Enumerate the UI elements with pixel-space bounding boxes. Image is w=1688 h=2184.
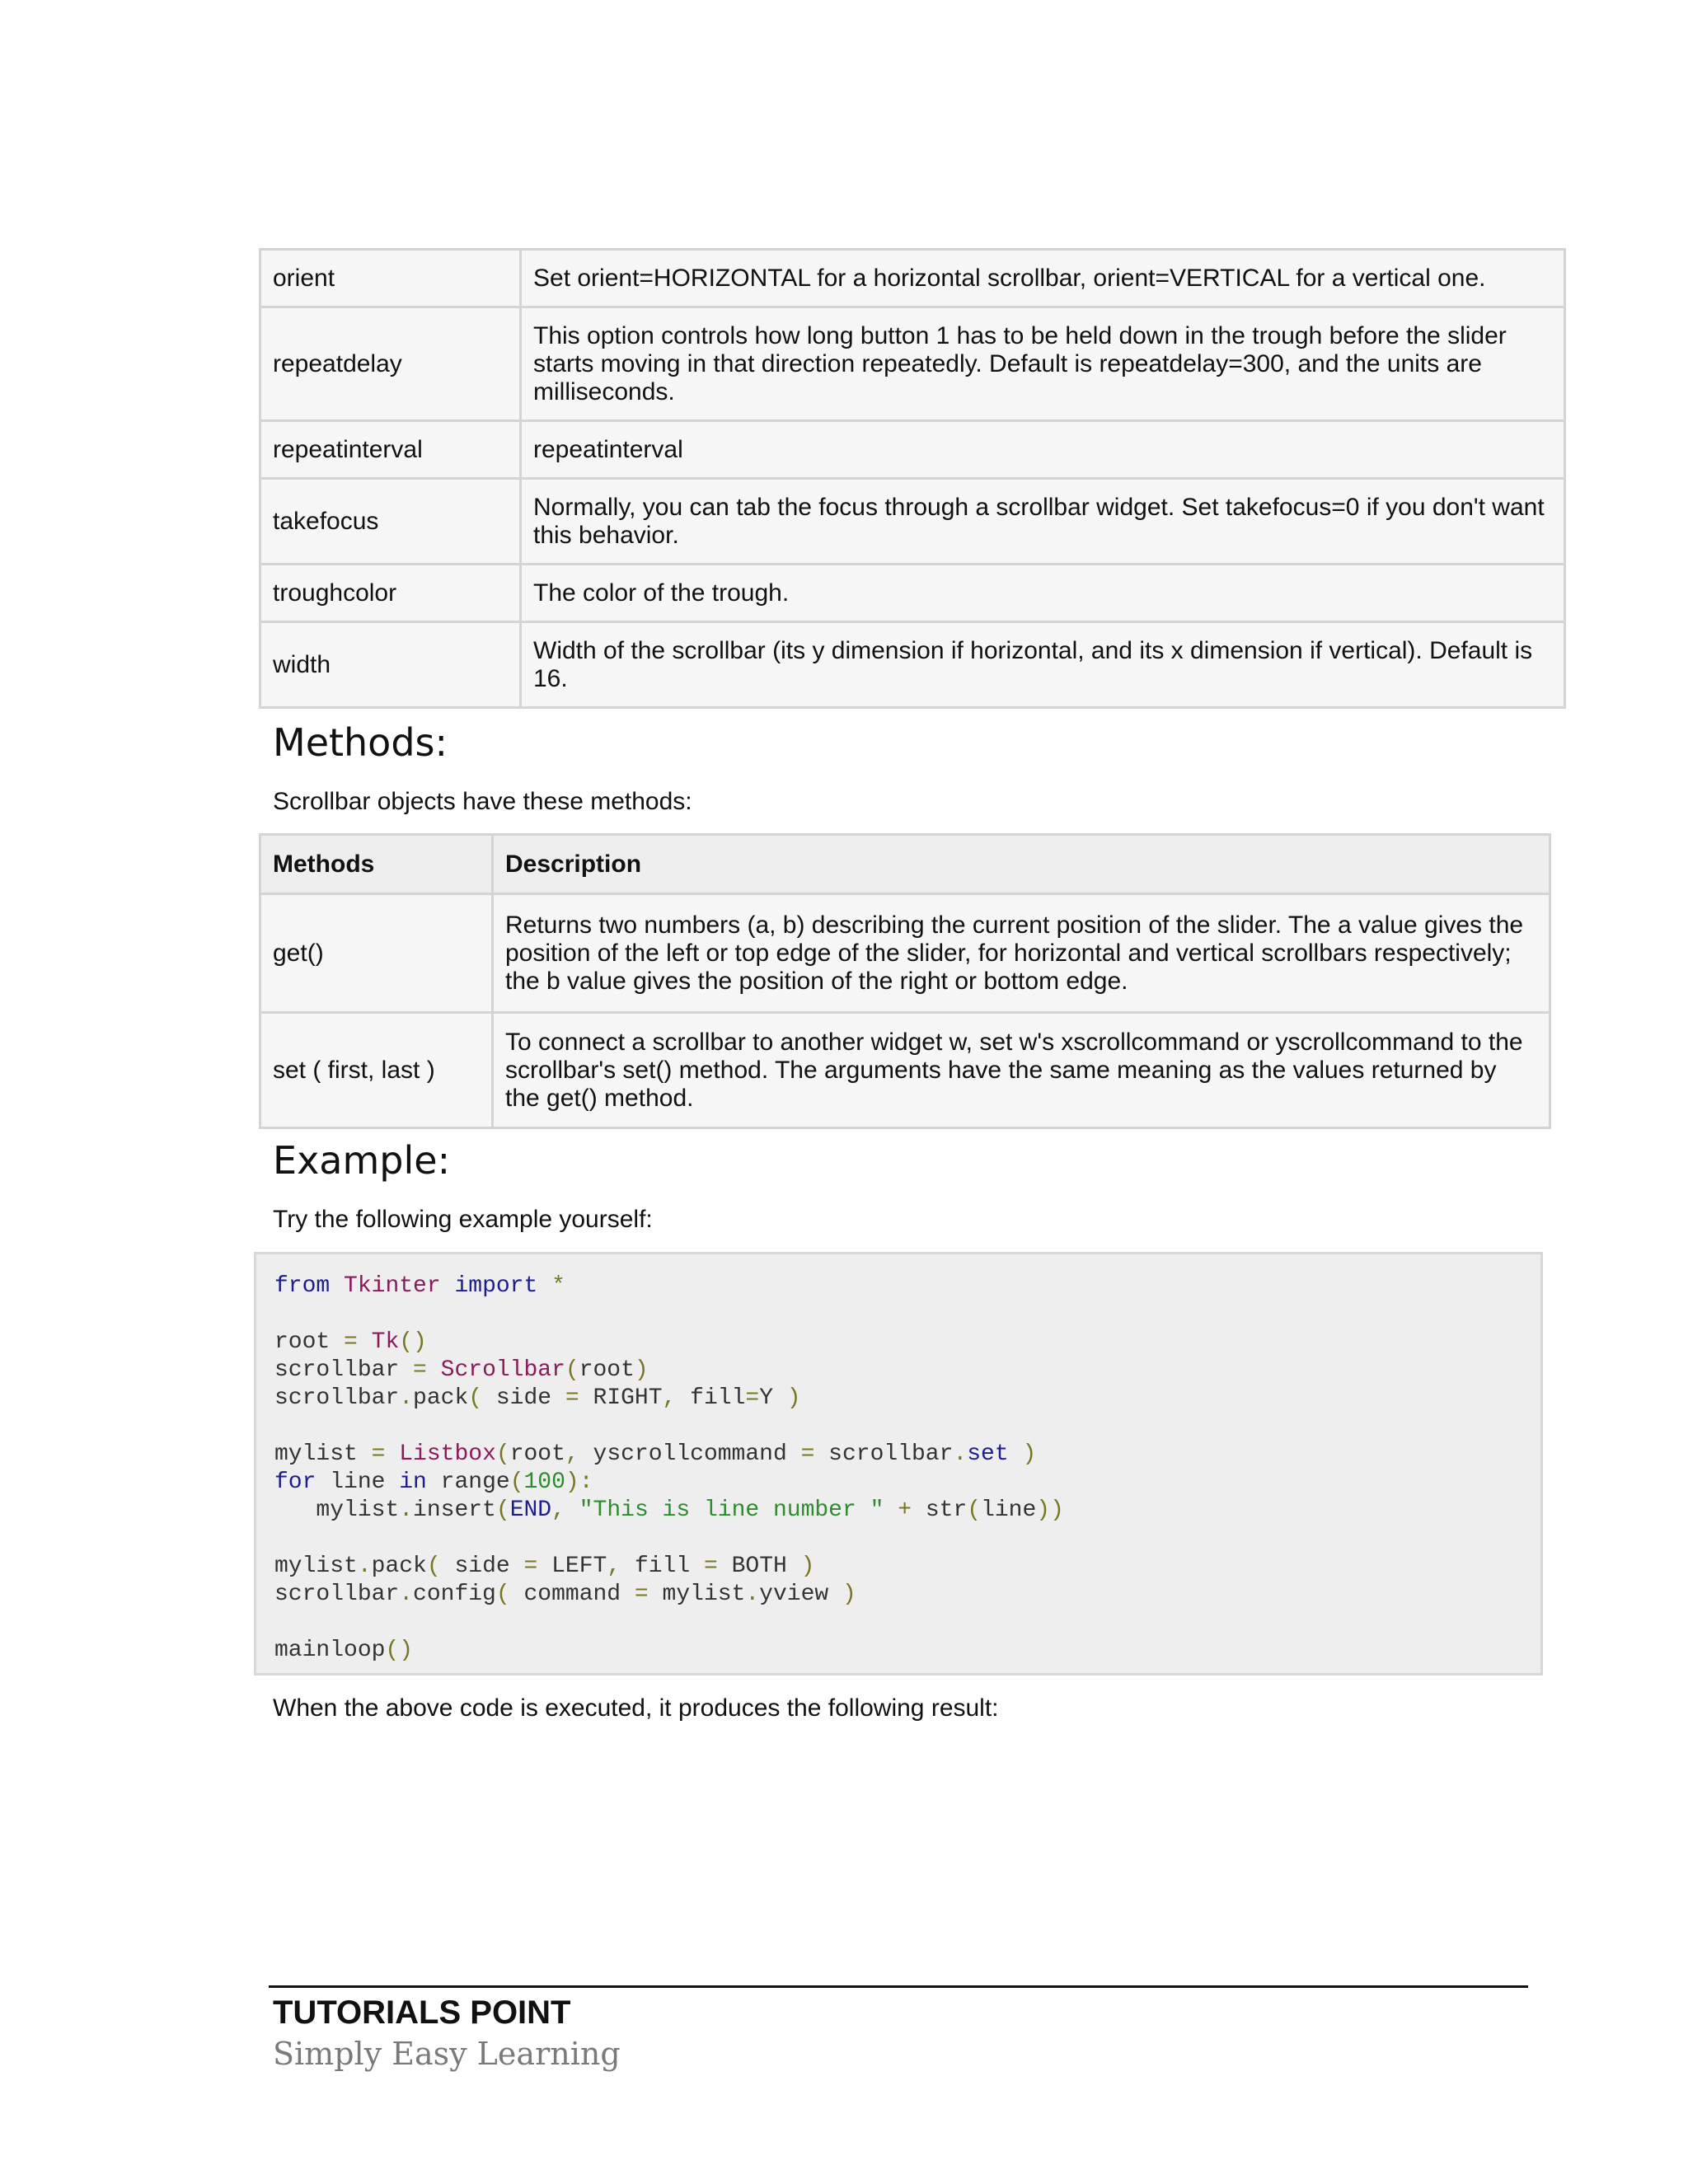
code-token: ): bbox=[565, 1469, 593, 1495]
code-line bbox=[274, 1609, 1522, 1637]
column-header-description: Description bbox=[493, 835, 1550, 894]
code-line bbox=[274, 1357, 1522, 1385]
code-token: for bbox=[274, 1469, 316, 1495]
code-token: mylist bbox=[274, 1441, 372, 1467]
code-token: config bbox=[413, 1582, 496, 1607]
code-token: END bbox=[509, 1497, 552, 1523]
code-token: 100 bbox=[523, 1469, 565, 1495]
code-token: insert bbox=[413, 1497, 496, 1523]
code-token: ( bbox=[468, 1385, 483, 1411]
code-token bbox=[884, 1497, 898, 1523]
code-line bbox=[274, 1581, 1522, 1609]
code-token: ) bbox=[842, 1582, 856, 1607]
code-token: side bbox=[482, 1385, 565, 1411]
code-token: Scrollbar bbox=[440, 1357, 565, 1383]
code-token: scrollbar bbox=[274, 1357, 414, 1383]
methods-heading: Methods: bbox=[273, 720, 448, 765]
code-token: Listbox bbox=[399, 1441, 496, 1467]
code-token bbox=[1009, 1441, 1023, 1467]
code-line bbox=[274, 1329, 1522, 1357]
code-token: ( bbox=[565, 1357, 579, 1383]
code-token: "This is line number " bbox=[579, 1497, 884, 1523]
methods-table bbox=[259, 833, 1551, 1129]
code-line bbox=[274, 1553, 1522, 1581]
code-token: from bbox=[274, 1273, 331, 1299]
code-token: = bbox=[413, 1357, 427, 1383]
code-token bbox=[537, 1273, 551, 1299]
option-name: width bbox=[260, 622, 521, 708]
code-token: ( bbox=[495, 1441, 510, 1467]
code-token: Tkinter bbox=[344, 1273, 441, 1299]
code-token: range bbox=[426, 1469, 510, 1495]
code-token: command bbox=[509, 1582, 635, 1607]
method-name: set ( first, last ) bbox=[260, 1013, 493, 1128]
code-token: in bbox=[399, 1469, 427, 1495]
code-token: , bbox=[662, 1385, 677, 1411]
method-description: To connect a scrollbar to another widget w, set w's xscrollcommand or yscrollcommand to the scrollbar's set() method. The arguments have the same meaning as the values returned by the get() method. bbox=[493, 1013, 1550, 1128]
code-token: mylist bbox=[274, 1497, 400, 1523]
table-row bbox=[260, 622, 1565, 708]
code-token: ( bbox=[509, 1469, 524, 1495]
option-name: repeatdelay bbox=[260, 307, 521, 421]
code-token: side bbox=[440, 1554, 524, 1579]
code-token: pack bbox=[371, 1554, 427, 1579]
option-description: Width of the scrollbar (its y dimension if horizontal, and its x dimension if vertical). Default is 16. bbox=[521, 622, 1565, 708]
methods-intro: Scrollbar objects have these methods: bbox=[273, 788, 692, 815]
code-token: = bbox=[745, 1385, 760, 1411]
code-token: str bbox=[912, 1497, 968, 1523]
method-description: Returns two numbers (a, b) describing the current position of the slider. The a value gives the position of the left or top edge of the slider, for horizontal and vertical scrollbars respectively; the b value gives the position of the right or bottom edge. bbox=[493, 894, 1550, 1013]
code-token bbox=[565, 1497, 579, 1523]
code-token: = bbox=[565, 1385, 579, 1411]
code-token: scrollbar bbox=[274, 1582, 400, 1607]
footer-brand: TUTORIALS POINT bbox=[273, 1994, 571, 2031]
code-line bbox=[274, 1525, 1522, 1553]
code-token: RIGHT bbox=[579, 1385, 663, 1411]
table-row bbox=[260, 479, 1565, 565]
code-token bbox=[385, 1441, 399, 1467]
option-description: This option controls how long button 1 has to be held down in the trough before the slider starts moving in that direction repeatedly. Default is repeatdelay=300, and the units are milliseconds. bbox=[521, 307, 1565, 421]
code-token: root bbox=[274, 1329, 345, 1355]
code-token: fill bbox=[621, 1554, 704, 1579]
code-token: ( bbox=[495, 1582, 510, 1607]
table-row bbox=[260, 894, 1550, 1013]
code-block bbox=[254, 1252, 1543, 1675]
code-line bbox=[274, 1497, 1522, 1525]
code-token: Y bbox=[759, 1385, 787, 1411]
code-line bbox=[274, 1272, 1522, 1301]
table-row bbox=[260, 1013, 1550, 1128]
code-token: scrollbar bbox=[274, 1385, 400, 1411]
code-token bbox=[330, 1273, 344, 1299]
code-token: () bbox=[399, 1329, 427, 1355]
method-name: get() bbox=[260, 894, 493, 1013]
code-token: root bbox=[509, 1441, 565, 1467]
code-token: , bbox=[565, 1441, 579, 1467]
code-token: . bbox=[399, 1497, 414, 1523]
code-token: mainloop bbox=[274, 1638, 386, 1663]
table-row bbox=[260, 307, 1565, 421]
footer-divider bbox=[269, 1985, 1528, 1988]
code-token: line bbox=[316, 1469, 400, 1495]
code-token: ( bbox=[495, 1497, 510, 1523]
code-token: mylist bbox=[274, 1554, 358, 1579]
code-token bbox=[441, 1273, 455, 1299]
code-token: Tk bbox=[371, 1329, 400, 1355]
code-token: LEFT bbox=[537, 1554, 607, 1579]
code-line bbox=[274, 1469, 1522, 1497]
code-token bbox=[358, 1329, 372, 1355]
option-name: troughcolor bbox=[260, 565, 521, 622]
code-line bbox=[274, 1413, 1522, 1441]
table-row bbox=[260, 250, 1565, 307]
example-intro: Try the following example yourself: bbox=[273, 1206, 653, 1233]
code-token: . bbox=[399, 1582, 414, 1607]
code-line bbox=[274, 1637, 1522, 1665]
code-token: import bbox=[454, 1273, 538, 1299]
result-text: When the above code is executed, it produces the following result: bbox=[273, 1694, 999, 1722]
table-row bbox=[260, 421, 1565, 479]
option-description: The color of the trough. bbox=[521, 565, 1565, 622]
code-token: pack bbox=[413, 1385, 469, 1411]
code-token: = bbox=[703, 1554, 718, 1579]
options-table bbox=[259, 248, 1566, 709]
code-token: yscrollcommand bbox=[579, 1441, 801, 1467]
option-description: repeatinterval bbox=[521, 421, 1565, 479]
option-description: Set orient=HORIZONTAL for a horizontal scrollbar, orient=VERTICAL for a vertical one. bbox=[521, 250, 1565, 307]
code-token: = bbox=[634, 1582, 649, 1607]
code-token: = bbox=[800, 1441, 815, 1467]
code-line bbox=[274, 1301, 1522, 1329]
code-token: + bbox=[898, 1497, 912, 1523]
code-token: . bbox=[745, 1582, 760, 1607]
code-token: fill bbox=[676, 1385, 746, 1411]
footer-tagline: Simply Easy Learning bbox=[273, 2036, 621, 2072]
code-token: scrollbar bbox=[814, 1441, 954, 1467]
option-name: takefocus bbox=[260, 479, 521, 565]
table-header-row bbox=[260, 835, 1550, 894]
code-token: , bbox=[551, 1497, 565, 1523]
code-token: ( bbox=[967, 1497, 982, 1523]
code-token: . bbox=[399, 1385, 414, 1411]
code-line bbox=[274, 1441, 1522, 1469]
column-header-methods: Methods bbox=[260, 835, 493, 894]
code-token: )) bbox=[1036, 1497, 1064, 1523]
code-token: mylist bbox=[648, 1582, 746, 1607]
code-token: = bbox=[371, 1441, 386, 1467]
option-name: orient bbox=[260, 250, 521, 307]
code-token: ) bbox=[800, 1554, 815, 1579]
code-token: ( bbox=[426, 1554, 441, 1579]
code-token: BOTH bbox=[717, 1554, 801, 1579]
option-description: Normally, you can tab the focus through a scrollbar widget. Set takefocus=0 if you don't want this behavior. bbox=[521, 479, 1565, 565]
code-token: line bbox=[981, 1497, 1037, 1523]
example-heading: Example: bbox=[273, 1138, 451, 1183]
code-token bbox=[427, 1357, 441, 1383]
code-token: yview bbox=[759, 1582, 842, 1607]
code-token: root bbox=[579, 1357, 635, 1383]
code-token: ) bbox=[634, 1357, 649, 1383]
code-token: set bbox=[967, 1441, 1009, 1467]
code-token: = bbox=[344, 1329, 358, 1355]
code-line bbox=[274, 1385, 1522, 1413]
code-token: ) bbox=[786, 1385, 801, 1411]
code-token: () bbox=[385, 1638, 414, 1663]
code-token: . bbox=[953, 1441, 968, 1467]
code-token: * bbox=[551, 1273, 565, 1299]
code-token: . bbox=[357, 1554, 372, 1579]
code-token: = bbox=[523, 1554, 538, 1579]
code-token: , bbox=[607, 1554, 621, 1579]
code-token: ) bbox=[1022, 1441, 1037, 1467]
table-row bbox=[260, 565, 1565, 622]
option-name: repeatinterval bbox=[260, 421, 521, 479]
